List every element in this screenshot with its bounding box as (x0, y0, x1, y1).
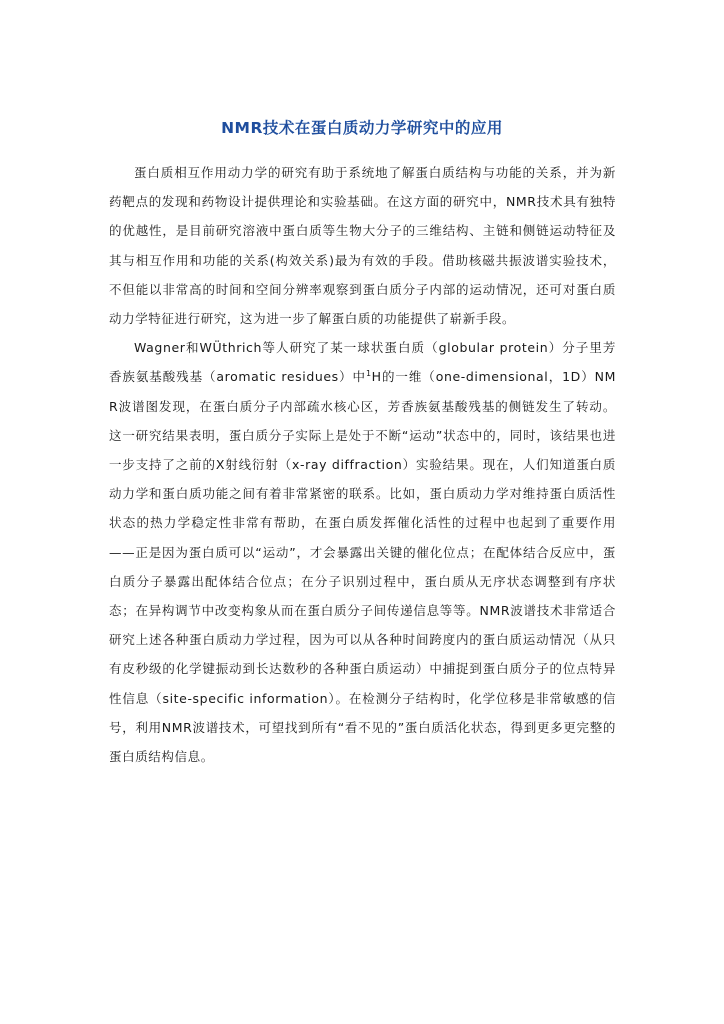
document-title: NMR技术在蛋白质动力学研究中的应用 (221, 119, 503, 137)
paragraph-2-text-start: Wagner和WÜthrich等人研究了某一球状蛋白质（globular protein）分子里芳香族氨基酸残基（aromatic residues）中 (109, 340, 616, 385)
paragraph-2-text-end: H的一维（one-dimensional，1D）NMR波谱图发现，在蛋白质分子内部疏水核心区，芳香族氨基酸残基的侧链发生了转动。这一研究结果表明，蛋白质分子实际上是处于不断“运动”状态中的，同时，该结果也进一步支持了之前的X射线衍射（x-ray diffraction）实验结果。现在，人们知道蛋白质动力学和蛋白质功能之间有着非常紧密的联系。比如，蛋白质动力学对维持蛋白质活性状态的热力学稳定性非常有帮助，在蛋白质发挥催化活性的过程中也起到了重要作用——正是因为蛋白质可以“运动”，才会暴露出关键的催化位点；在配体结合反应中，蛋白质分子暴露出配体结合位点；在分子识别过程中，蛋白质从无序状态调整到有序状态；在异构调节中改变构象从而在蛋白质分子间传递信息等等。NMR波谱技术非常适合研究上述各种蛋白质动力学过程，因为可以从各种时间跨度内的蛋白质运动情况（从只有皮秒级的化学键振动到长达数秒的各种蛋白质运动）中捕捉到蛋白质分子的位点特异性信息（site-specific information）。在检测分子结构时，化学位移是非常敏感的信号，利用NMR波谱技术，可望找到所有“看不见的”蛋白质活化状态，得到更多更完整的蛋白质结构信息。 (109, 369, 616, 765)
paragraph-1: 蛋白质相互作用动力学的研究有助于系统地了解蛋白质结构与功能的关系，并为新药靶点的发现和药物设计提供理论和实验基础。在这方面的研究中，NMR技术具有独特的优越性，是目前研究溶液中蛋白质等生物大分子的三维结构、主链和侧链运动特征及其与相互作用和功能的关系(构效关系)最为有效的手段。借助核磁共振波谱实验技术，不但能以非常高的时间和空间分辨率观察到蛋白质分子内部的运动情况，还可对蛋白质动力学特征进行研究，这为进一步了解蛋白质的功能提供了崭新手段。 (109, 165, 616, 327)
paragraph-2 (109, 333, 616, 771)
isotope-superscript: 1 (365, 369, 372, 379)
document-body (109, 158, 616, 771)
